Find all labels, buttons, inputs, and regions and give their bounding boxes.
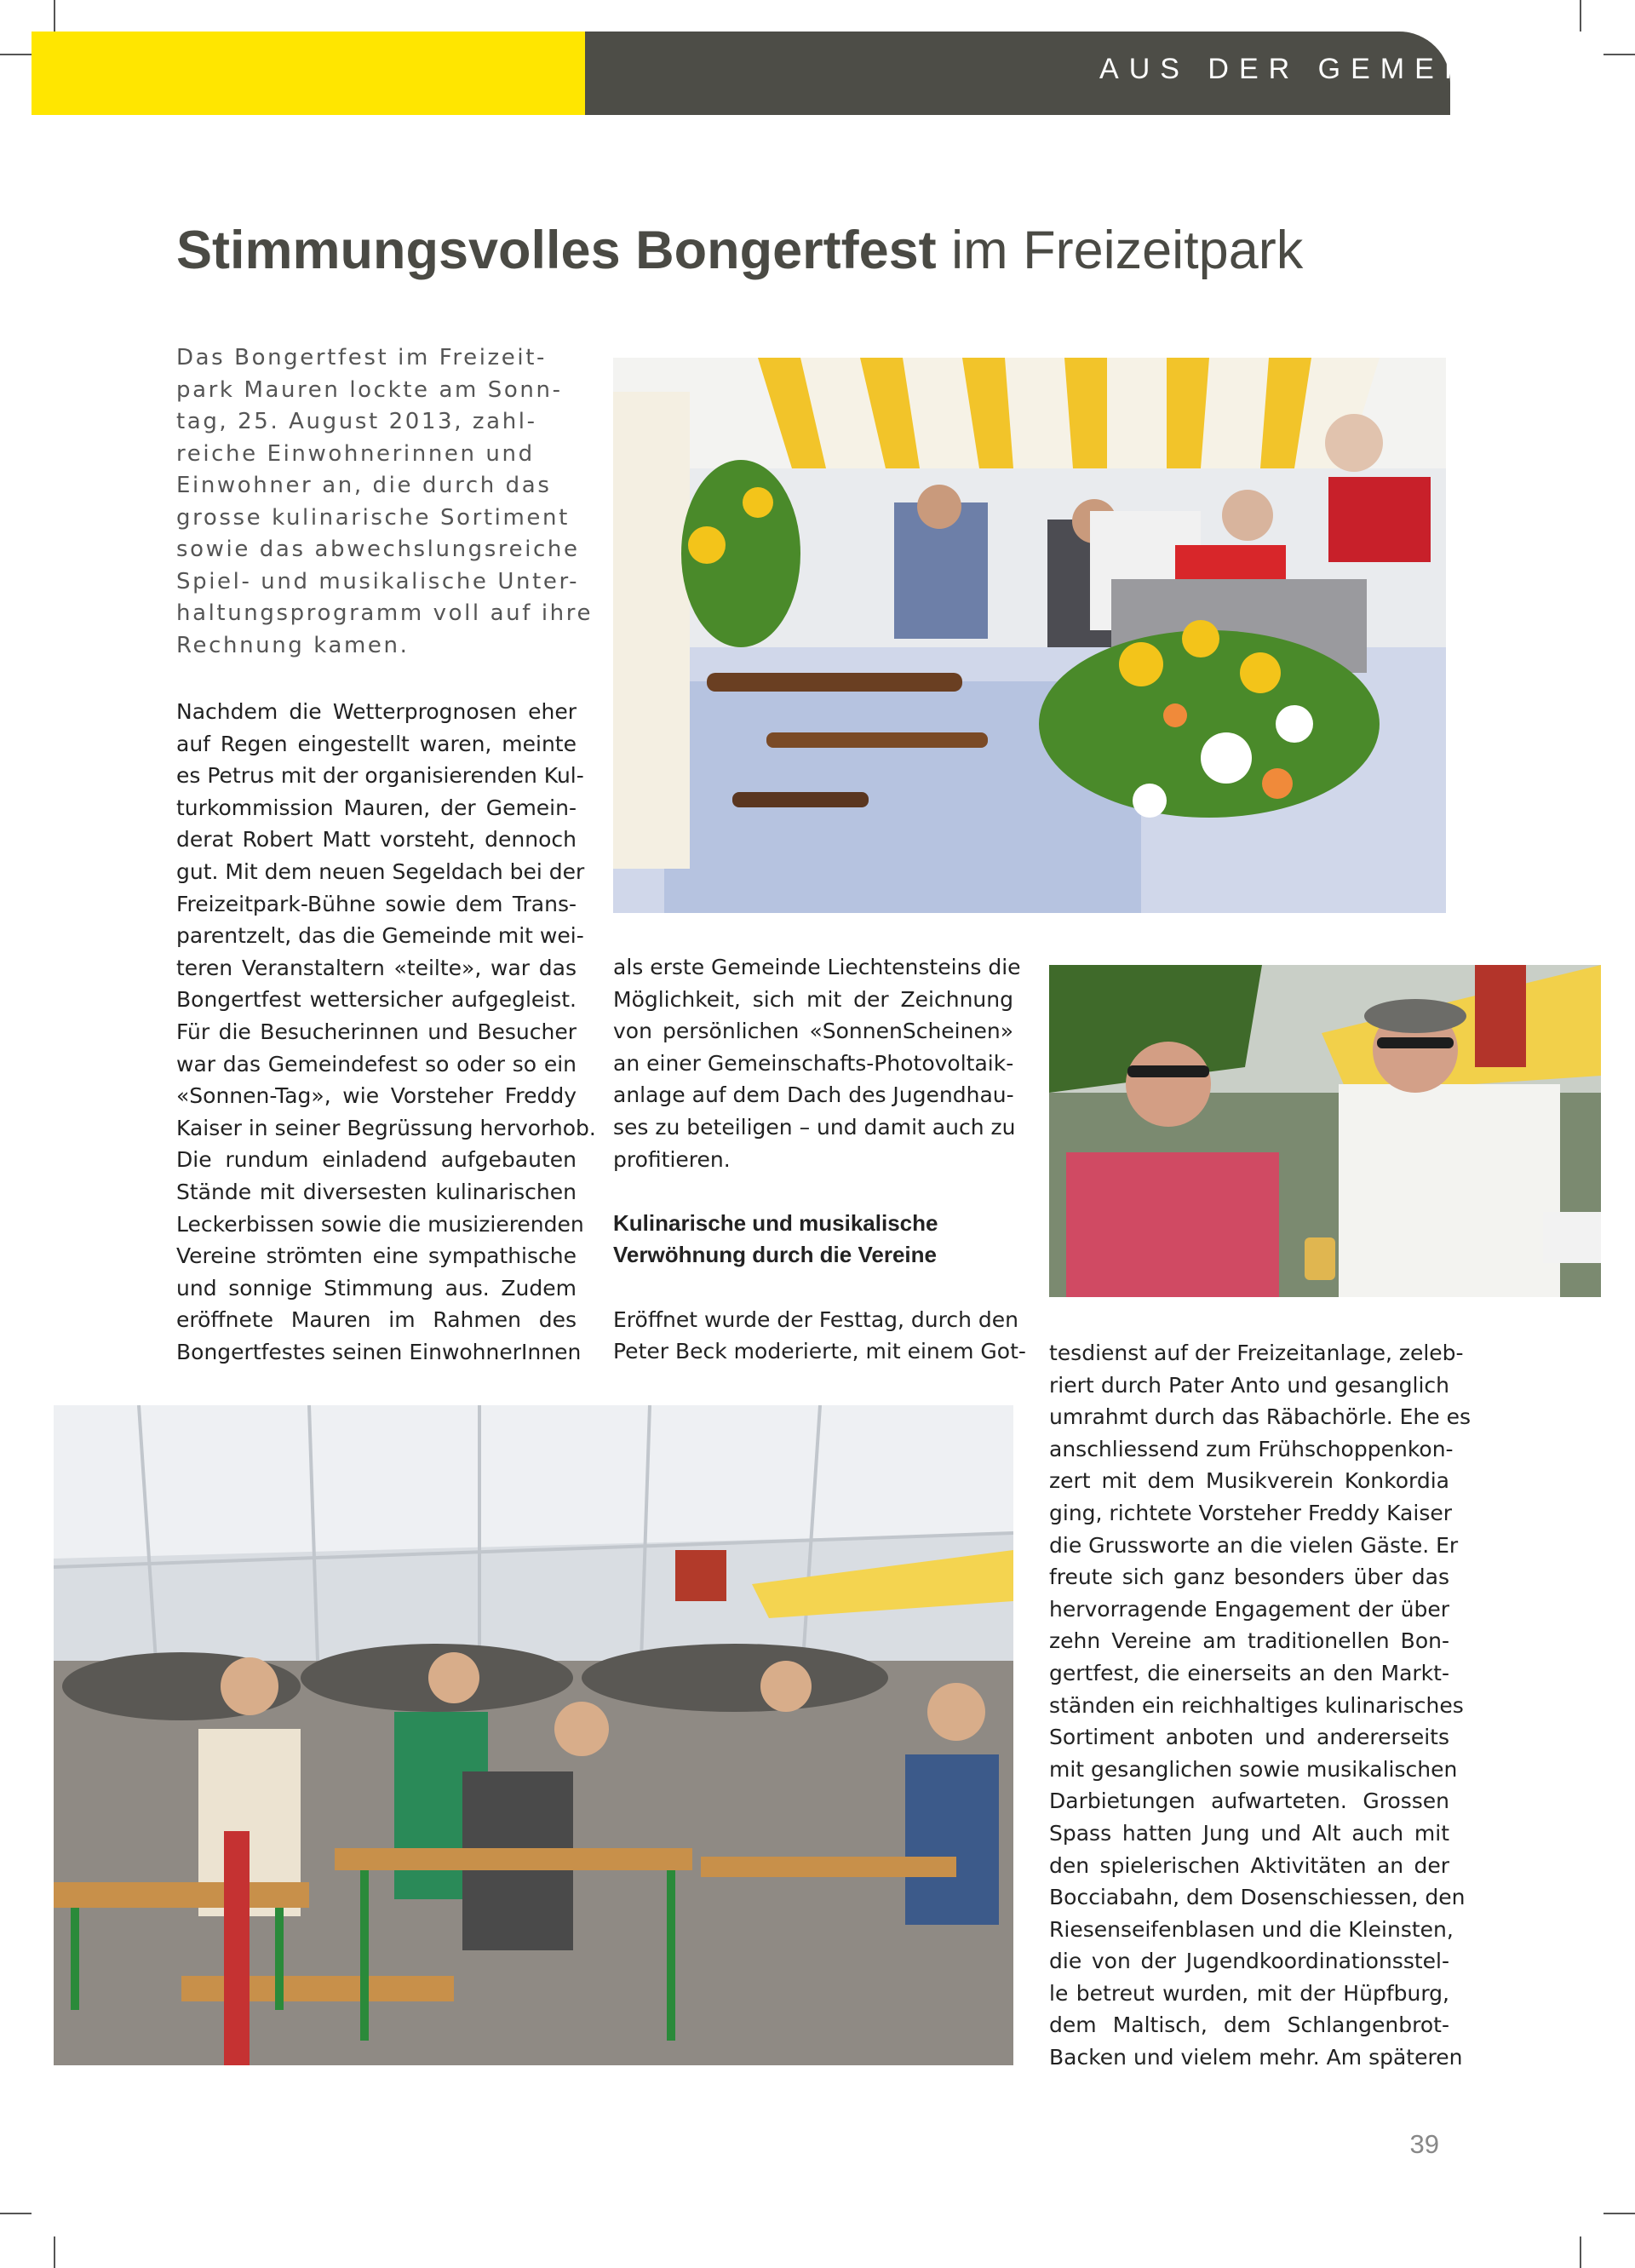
text-line: eröffnete Mauren im Rahmen des: [176, 1307, 577, 1333]
text-line: es Petrus mit der organisierenden Kul-: [176, 763, 584, 789]
text-line: Freizeitpark-Bühne sowie dem Trans-: [176, 891, 577, 916]
photo-crowd-in-tent: [54, 1405, 1013, 2065]
text-line: Bongertfestes seinen EinwohnerInnen: [176, 1339, 582, 1364]
text-line: Rechnung kamen.: [176, 632, 410, 658]
text-line: derat Robert Matt vorsteht, dennoch: [176, 827, 577, 853]
text-line: die von der Jugendkoordinationsstel-: [1049, 1949, 1449, 1974]
text-line: dem Maltisch, dem Schlangenbrot-: [1049, 2012, 1449, 2038]
article-title: [176, 220, 1303, 281]
text-line: mit gesanglichen sowie musikalischen: [1049, 1756, 1458, 1782]
text-line: Nachdem die Wetterprognosen eher: [176, 699, 577, 724]
crop-mark: [0, 2213, 32, 2214]
text-line: den spielerischen Aktivitäten an der: [1049, 1852, 1449, 1878]
text-line: gut. Mit dem neuen Segeldach bei der: [176, 858, 585, 884]
text-line: die Grussworte an die vielen Gäste. Er: [1049, 1532, 1459, 1558]
text-line: Bongertfest wettersicher aufgegleist.: [176, 987, 577, 1013]
text-line: anschliessend zum Frühschoppenkon-: [1049, 1436, 1454, 1461]
paragraph-gap: [613, 1272, 1013, 1304]
text-line: park Mauren lockte am Sonn-: [176, 376, 563, 403]
text-line: turkommission Mauren, der Gemein-: [176, 795, 577, 820]
text-line: Riesenseifenblasen und die Kleinsten,: [1049, 1916, 1454, 1942]
crop-mark: [0, 54, 32, 55]
text-line: Möglichkeit, sich mit der Zeichnung: [613, 986, 1013, 1012]
text-line: sowie das abwechslungsreiche: [176, 537, 580, 562]
text-line: Vereine strömten eine sympathische: [176, 1243, 577, 1269]
article-column-3: [1049, 1337, 1471, 2074]
text-line: ging, richtete Vorsteher Freddy Kaiser: [1049, 1500, 1452, 1525]
text-line: freute sich ganz besonders über das: [1049, 1565, 1449, 1590]
text-line: Eröffnet wurde der Festtag, durch den: [613, 1306, 1019, 1332]
text-line: le betreut wurden, mit der Hüpfburg,: [1049, 1980, 1449, 2006]
crop-mark: [54, 2236, 55, 2268]
text-line: reiche Einwohnerinnen und: [176, 440, 535, 467]
section-label: AUS DER GEMEINDE: [1099, 53, 1554, 85]
text-line: tesdienst auf der Freizeitanlage, zeleb-: [1049, 1341, 1464, 1365]
text-line: Bocciabahn, dem Dosenschiessen, den: [1049, 1885, 1466, 1910]
article-lead: [176, 342, 594, 662]
text-line: war das Gemeindefest so oder so ein: [176, 1051, 577, 1077]
text-line: riert durch Pater Anto und gesanglich: [1049, 1372, 1449, 1398]
article-title-bold: Stimmungsvolles Bongertfest: [176, 221, 937, 280]
column-2-paragraph: [613, 951, 1021, 1175]
text-line: Die rundum einladend aufgebauten: [176, 1147, 577, 1173]
text-line: an einer Gemeinschafts-Photovoltaik-: [613, 1050, 1014, 1076]
text-line: anlage auf dem Dach des Jugendhau-: [613, 1082, 1014, 1108]
text-line: Darbietungen aufwarteten. Grossen: [1049, 1789, 1449, 1814]
text-line: Spiel- und musikalische Unter-: [176, 568, 580, 594]
text-line: profitieren.: [613, 1146, 731, 1172]
text-line: Kaiser in seiner Begrüssung hervorhob.: [176, 1115, 596, 1140]
crop-mark: [1580, 0, 1581, 32]
text-line: umrahmt durch das Räbachörle. Ehe es: [1049, 1404, 1471, 1430]
text-line: Kulinarische und musikalische: [613, 1209, 938, 1236]
text-line: Leckerbissen sowie die musizierenden: [176, 1211, 584, 1237]
crop-mark: [1603, 2213, 1635, 2214]
text-line: Das Bongertfest im Freizeit-: [176, 345, 547, 370]
text-line: Backen und vielem mehr. Am späteren: [1049, 2045, 1463, 2070]
crop-mark: [54, 0, 55, 32]
text-line: parentzelt, das die Gemeinde mit wei-: [176, 923, 584, 949]
crop-mark: [1603, 54, 1635, 55]
page-number: 39: [1409, 2129, 1439, 2159]
article-column-1: [176, 696, 596, 1368]
text-line: Einwohner an, die durch das: [176, 473, 552, 498]
text-line: teren Veranstaltern «teilte», war das: [176, 955, 577, 980]
text-line: ses zu beteiligen – und damit auch zu: [613, 1114, 1016, 1140]
text-line: zehn Vereine am traditionellen Bon-: [1049, 1628, 1449, 1654]
text-line: von persönlichen «SonnenScheinen»: [613, 1019, 1013, 1044]
text-line: und sonnige Stimmung aus. Zudem: [176, 1275, 577, 1301]
text-line: Spass hatten Jung und Alt auch mit: [1049, 1820, 1449, 1846]
photo-two-men: [1049, 965, 1601, 1297]
text-line: hervorragende Engagement der über: [1049, 1596, 1449, 1622]
text-line: Verwöhnung durch die Vereine: [613, 1242, 937, 1268]
text-line: Für die Besucherinnen und Besucher: [176, 1019, 577, 1044]
text-line: gertfest, die einerseits an den Markt-: [1049, 1660, 1449, 1685]
text-line: grosse kulinarische Sortiment: [176, 504, 570, 531]
article-column-2: [613, 951, 1026, 1368]
text-line: tag, 25. August 2013, zahl-: [176, 409, 537, 434]
paragraph-gap: [613, 1175, 1013, 1208]
text-line: Stände mit diversesten kulinarischen: [176, 1179, 577, 1204]
text-line: als erste Gemeinde Liechtensteins die: [613, 955, 1021, 979]
text-line: ständen ein reichhaltiges kulinarisches: [1049, 1692, 1464, 1718]
header-accent-bar: [32, 32, 585, 115]
text-line: zert mit dem Musikverein Konkordia: [1049, 1468, 1449, 1494]
article-subheading: [613, 1208, 1013, 1272]
article-title-rest: im Freizeitpark: [936, 221, 1304, 280]
text-line: Peter Beck moderierte, mit einem Got-: [613, 1339, 1026, 1364]
photo-market-stall: [613, 358, 1446, 913]
text-line: «Sonnen-Tag», wie Vorsteher Freddy: [176, 1083, 577, 1109]
crop-mark: [1580, 2236, 1581, 2268]
text-line: haltungsprogramm voll auf ihre: [176, 600, 594, 626]
text-line: Sortiment anboten und andererseits: [1049, 1725, 1449, 1750]
text-line: auf Regen eingestellt waren, meinte: [176, 731, 577, 756]
column-2-paragraph: [613, 1304, 1026, 1368]
